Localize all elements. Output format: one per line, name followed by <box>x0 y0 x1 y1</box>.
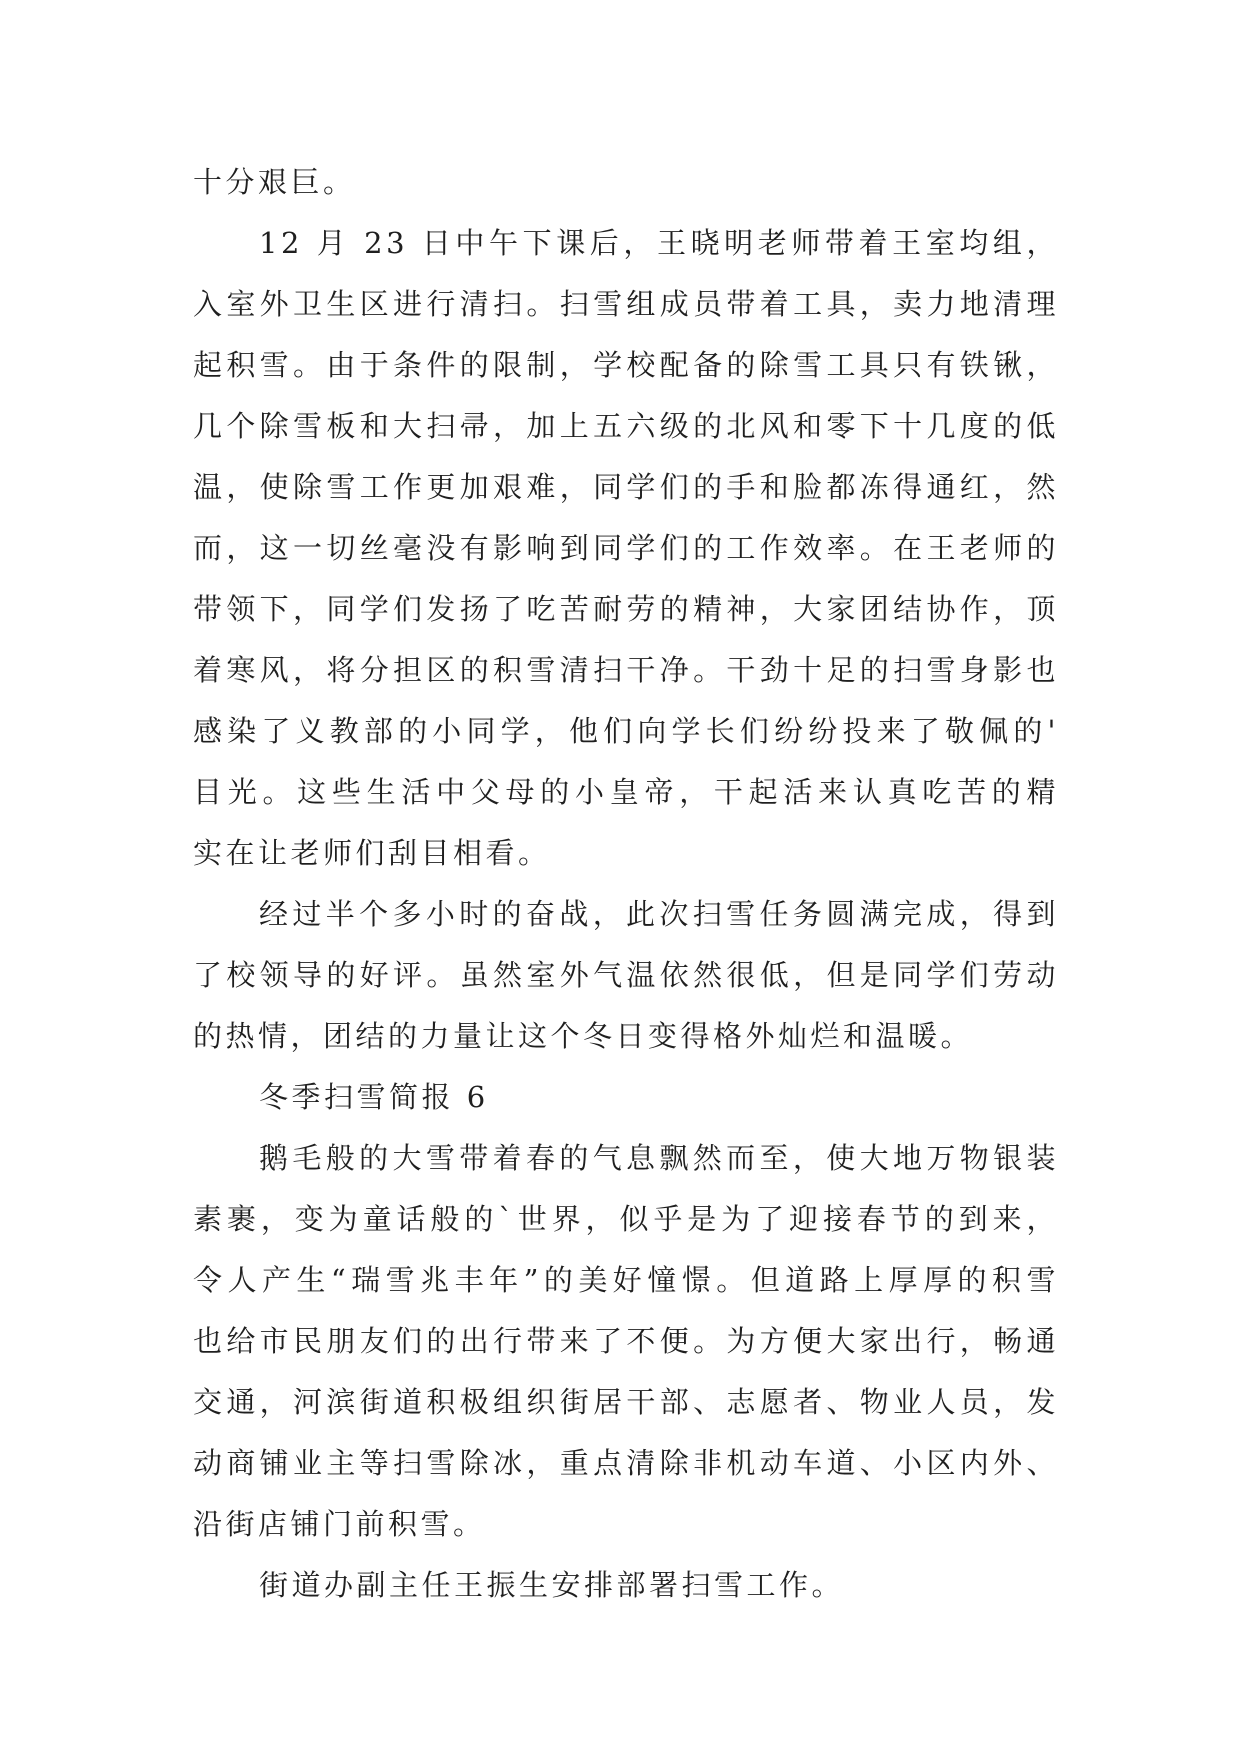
text-line: 的热情，团结的力量让这个冬日变得格外灿烂和温暖。 <box>193 1019 974 1053</box>
text-line: 着寒风，将分担区的积雪清扫干净。干劲十足的扫雪身影也 <box>193 653 1059 687</box>
text-line: 了校领导的好评。虽然室外气温依然很低，但是同学们劳动 <box>193 958 1059 992</box>
text-line: 令人产生“瑞雪兆丰年”的美好憧憬。但道路上厚厚的积雪 <box>193 1263 1059 1297</box>
text-line: 经过半个多小时的奋战，此次扫雪任务圆满完成，得到 <box>259 897 1059 931</box>
text-line: 起积雪。由于条件的限制，学校配备的除雪工具只有铁锹， <box>193 348 1059 382</box>
text-line: 温，使除雪工作更加艰难，同学们的手和脸都冻得通红，然 <box>193 470 1059 504</box>
text-line: 而，这一切丝毫没有影响到同学们的工作效率。在王老师的 <box>193 531 1059 565</box>
section-heading <box>193 1067 1059 1128</box>
text-line: 入室外卫生区进行清扫。扫雪组成员带着工具，卖力地清理 <box>193 287 1059 321</box>
text-line: 动商铺业主等扫雪除冰，重点清除非机动车道、小区内外、 <box>193 1446 1059 1480</box>
text-line: 也给市民朋友们的出行带来了不便。为方便大家出行，畅通 <box>193 1324 1059 1358</box>
text-line: 目光。这些生活中父母的小皇帝，干起活来认真吃苦的精 <box>193 775 1059 809</box>
text-line: 几个除雪板和大扫帚，加上五六级的北风和零下十几度的低 <box>193 409 1059 443</box>
paragraph <box>193 1555 1059 1616</box>
section-heading-text: 冬季扫雪简报 6 <box>259 1080 489 1114</box>
text-line: 感染了义教部的小同学，他们向学长们纷纷投来了敬佩的' <box>193 714 1059 748</box>
paragraph <box>193 213 1059 884</box>
document-body <box>193 152 1059 1616</box>
text-line: 素裹，变为童话般的`世界，似乎是为了迎接春节的到来， <box>193 1202 1059 1236</box>
paragraph <box>193 1128 1059 1555</box>
text-line: 十分艰巨。 <box>193 165 356 199</box>
text-line: 鹅毛般的大雪带着春的气息飘然而至，使大地万物银装 <box>259 1141 1059 1175</box>
text-line: 实在让老师们刮目相看。 <box>193 836 551 870</box>
text-line: 街道办副主任王振生安排部署扫雪工作。 <box>259 1568 845 1602</box>
text-line: 带领下，同学们发扬了吃苦耐劳的精神，大家团结协作，顶 <box>193 592 1059 626</box>
paragraph <box>193 152 1059 213</box>
text-line: 交通，河滨街道积极组织街居干部、志愿者、物业人员，发 <box>193 1385 1059 1419</box>
text-line: 沿街店铺门前积雪。 <box>193 1507 486 1541</box>
paragraph <box>193 884 1059 1067</box>
text-line: 12 月 23 日中午下课后，王晓明老师带着王室均组， <box>259 226 1059 260</box>
